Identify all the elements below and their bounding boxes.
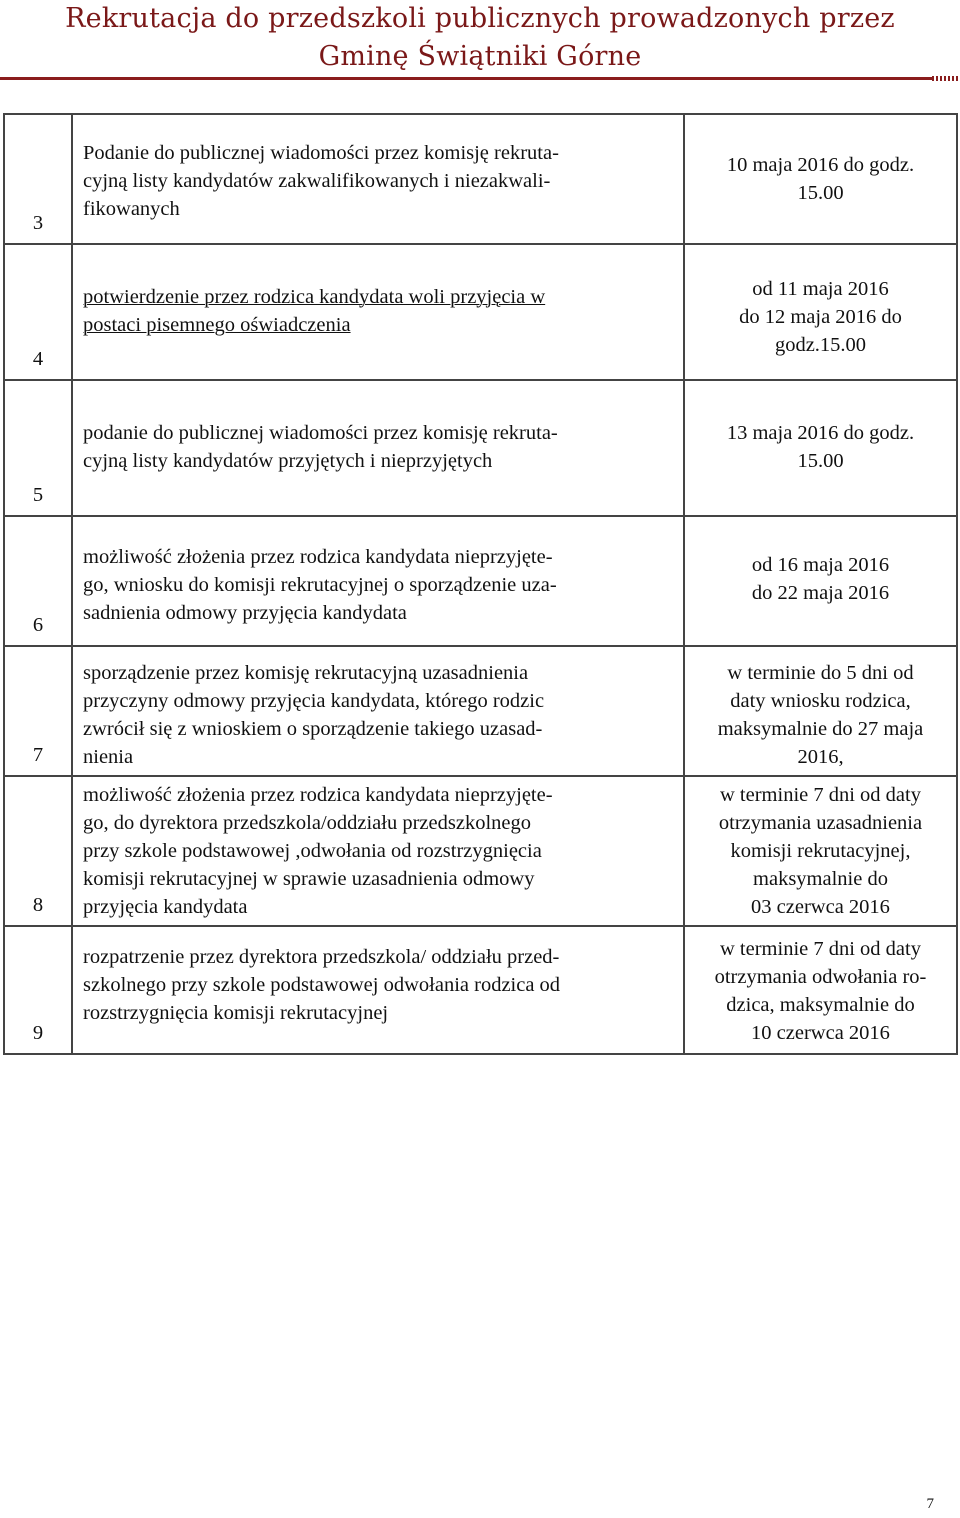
row-description (72, 646, 684, 776)
row-date-text: 13 maja 2016 do godz. 15.00 (726, 422, 915, 472)
row-description (72, 926, 684, 1054)
row-number: 6 (4, 516, 72, 646)
table-row (4, 646, 957, 776)
table-row (4, 244, 957, 380)
row-description-text: możliwość złożenia przez rodzica kandydata nieprzyjęte- go, do dyrektora przedszkola/oddziału przedszkolnego przy szkole podstawowej ,odwołania od rozstrzygnięcia komisji rekrutacyjnej w sprawie uzasadnienia odmowy przyjęcia kandydata (83, 784, 553, 918)
row-description-text: podanie do publicznej wiadomości przez komisję rekruta- cyjną listy kandydatów przyjętych i nieprzyjętych (83, 422, 558, 472)
table-row (4, 776, 957, 926)
row-description-text: potwierdzenie przez rodzica kandydata woli przyjęcia w postaci pisemnego oświadczenia (83, 286, 546, 336)
row-description (72, 380, 684, 516)
row-number: 5 (4, 380, 72, 516)
row-number: 9 (4, 926, 72, 1054)
row-description (72, 776, 684, 926)
row-number: 4 (4, 244, 72, 380)
row-description (72, 244, 684, 380)
page-number: 7 (926, 1496, 934, 1512)
row-description (72, 114, 684, 244)
row-date-text: w terminie do 5 dni od daty wniosku rodzica, maksymalnie do 27 maja 2016, (717, 662, 924, 768)
row-date (684, 776, 957, 926)
row-description-text: możliwość złożenia przez rodzica kandydata nieprzyjęte- go, wniosku do komisji rekrutacyjnej o sporządzenie uza- sadnienia odmowy przyjęcia kandydata (83, 546, 557, 624)
row-date-text: od 11 maja 2016 do 12 maja 2016 do godz.15.00 (739, 278, 902, 356)
recruitment-schedule-table (3, 113, 958, 1055)
row-description-text: Podanie do publicznej wiadomości przez komisję rekruta- cyjną listy kandydatów zakwalifikowanych i niezakwali- fikowanych (83, 142, 559, 220)
row-date-text: w terminie 7 dni od daty otrzymania uzasadnienia komisji rekrutacyjnej, maksymalnie do 03 czerwca 2016 (718, 784, 923, 918)
row-date-text: w terminie 7 dni od daty otrzymania odwołania ro- dzica, maksymalnie do 10 czerwca 2016 (714, 938, 927, 1044)
row-date (684, 926, 957, 1054)
row-description-text: sporządzenie przez komisję rekrutacyjną uzasadnienia przyczyny odmowy przyjęcia kandydata, którego rodzic zwrócił się z wnioskiem o sporządzenie takiego uzasad- nienia (83, 662, 545, 768)
table-row (4, 114, 957, 244)
row-date-text: 10 maja 2016 do godz. 15.00 (726, 154, 915, 204)
header-title-line-2: Gminę Świątniki Górne (318, 41, 642, 72)
header-divider-dots (932, 76, 960, 81)
row-description-text: rozpatrzenie przez dyrektora przedszkola/ oddziału przed- szkolnego przy szkole podstawowej odwołania rodzica od rozstrzygnięcia komisji rekrutacyjnej (83, 946, 561, 1024)
row-date-text: od 16 maja 2016 do 22 maja 2016 (751, 554, 890, 604)
row-date (684, 114, 957, 244)
header-title-line-1: Rekrutacja do przedszkoli publicznych prowadzonych przez (65, 3, 895, 34)
table-row (4, 380, 957, 516)
row-number: 3 (4, 114, 72, 244)
header-divider (0, 77, 932, 80)
row-description (72, 516, 684, 646)
row-date (684, 646, 957, 776)
row-date (684, 516, 957, 646)
row-date (684, 380, 957, 516)
document-header (0, 0, 960, 80)
row-date (684, 244, 957, 380)
row-number: 7 (4, 646, 72, 776)
table-row (4, 516, 957, 646)
row-number: 8 (4, 776, 72, 926)
table-row (4, 926, 957, 1054)
